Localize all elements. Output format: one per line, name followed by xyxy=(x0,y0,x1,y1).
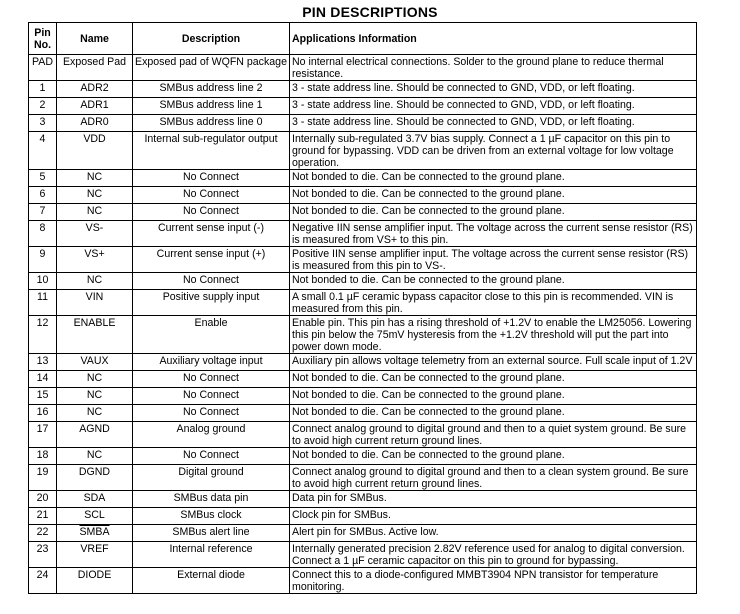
pin-description-cell: No Connect xyxy=(133,187,290,204)
applications-info-cell: Connect this to a diode-configured MMBT3904 NPN transistor for temperature monitoring. xyxy=(290,568,697,594)
header-description: Description xyxy=(133,23,290,55)
table-row xyxy=(29,204,697,221)
pin-number-cell: 16 xyxy=(29,405,57,422)
applications-info-cell: Not bonded to die. Can be connected to the ground plane. xyxy=(290,273,697,290)
table-row xyxy=(29,81,697,98)
pin-number-cell: 22 xyxy=(29,525,57,542)
table-row xyxy=(29,371,697,388)
table-row xyxy=(29,388,697,405)
applications-info-cell: A small 0.1 µF ceramic bypass capacitor close to this pin is recommended. VIN is measured from this pin. xyxy=(290,290,697,316)
pin-name-cell: VS+ xyxy=(57,247,133,273)
table-row xyxy=(29,316,697,354)
pin-name-cell: VIN xyxy=(57,290,133,316)
pin-description-cell: Current sense input (-) xyxy=(133,221,290,247)
pin-description-cell: SMBus address line 0 xyxy=(133,115,290,132)
pin-name-cell: VREF xyxy=(57,542,133,568)
applications-info-cell: Not bonded to die. Can be connected to the ground plane. xyxy=(290,187,697,204)
pin-name-cell: NC xyxy=(57,448,133,465)
pin-description-cell: Internal sub-regulator output xyxy=(133,132,290,170)
table-row xyxy=(29,542,697,568)
table-row xyxy=(29,221,697,247)
pin-number-cell: 5 xyxy=(29,170,57,187)
pin-description-cell: SMBus alert line xyxy=(133,525,290,542)
table-row xyxy=(29,568,697,594)
pin-number-cell: 18 xyxy=(29,448,57,465)
pin-number-cell: 21 xyxy=(29,508,57,525)
table-row xyxy=(29,170,697,187)
applications-info-cell: Negative IIN sense amplifier input. The voltage across the current sense resistor (RS) is measured from VS+ to this pin. xyxy=(290,221,697,247)
header-pin-no: Pin No. xyxy=(29,23,57,55)
pin-number-cell: 15 xyxy=(29,388,57,405)
pin-name-cell: AGND xyxy=(57,422,133,448)
pin-description-cell: No Connect xyxy=(133,388,290,405)
pin-number-cell: 14 xyxy=(29,371,57,388)
pin-number-cell: 9 xyxy=(29,247,57,273)
pin-name-cell: ADR2 xyxy=(57,81,133,98)
header-row xyxy=(29,23,697,55)
applications-info-cell: Positive IIN sense amplifier input. The voltage across the current sense resistor (RS) is measured from this pin to VS-. xyxy=(290,247,697,273)
pin-description-cell: No Connect xyxy=(133,371,290,388)
applications-info-cell: Not bonded to die. Can be connected to the ground plane. xyxy=(290,204,697,221)
pin-number-cell: 11 xyxy=(29,290,57,316)
pin-description-cell: No Connect xyxy=(133,448,290,465)
applications-info-cell: Not bonded to die. Can be connected to the ground plane. xyxy=(290,388,697,405)
pin-description-cell: SMBus address line 1 xyxy=(133,98,290,115)
table-row xyxy=(29,132,697,170)
pin-description-cell: No Connect xyxy=(133,170,290,187)
pin-name-cell: NC xyxy=(57,170,133,187)
applications-info-cell: Clock pin for SMBus. xyxy=(290,508,697,525)
pin-description-cell: External diode xyxy=(133,568,290,594)
pin-description-cell: Analog ground xyxy=(133,422,290,448)
pin-name-cell: VS- xyxy=(57,221,133,247)
applications-info-cell: 3 - state address line. Should be connected to GND, VDD, or left floating. xyxy=(290,98,697,115)
table-row xyxy=(29,448,697,465)
applications-info-cell: Connect analog ground to digital ground and then to a clean system ground. Be sure to avoid high current return ground lines. xyxy=(290,465,697,491)
table-row xyxy=(29,354,697,371)
applications-info-cell: Alert pin for SMBus. Active low. xyxy=(290,525,697,542)
table-row xyxy=(29,525,697,542)
table-row xyxy=(29,405,697,422)
pin-number-cell: 3 xyxy=(29,115,57,132)
pin-name-cell: SDA xyxy=(57,491,133,508)
pin-number-cell: 6 xyxy=(29,187,57,204)
applications-info-cell: Data pin for SMBus. xyxy=(290,491,697,508)
pin-name-cell: VDD xyxy=(57,132,133,170)
applications-info-cell: No internal electrical connections. Solder to the ground plane to reduce thermal resistance. xyxy=(290,55,697,81)
applications-info-cell: Internally generated precision 2.82V reference used for analog to digital conversion. Connect a 1 µF ceramic capacitor on this pin to ground for bypassing. xyxy=(290,542,697,568)
pin-number-cell: 20 xyxy=(29,491,57,508)
pin-description-cell: SMBus address line 2 xyxy=(133,81,290,98)
table-row xyxy=(29,98,697,115)
table-row xyxy=(29,465,697,491)
pin-number-cell: 4 xyxy=(29,132,57,170)
pin-description-cell: No Connect xyxy=(133,204,290,221)
pin-name-cell: Exposed Pad xyxy=(57,55,133,81)
table-row xyxy=(29,508,697,525)
pin-name-cell: DIODE xyxy=(57,568,133,594)
pin-description-cell: Internal reference xyxy=(133,542,290,568)
applications-info-cell: Not bonded to die. Can be connected to the ground plane. xyxy=(290,448,697,465)
pin-description-cell: Current sense input (+) xyxy=(133,247,290,273)
pin-description-cell: SMBus clock xyxy=(133,508,290,525)
pin-number-cell: 23 xyxy=(29,542,57,568)
table-row xyxy=(29,290,697,316)
pin-description-cell: Exposed pad of WQFN package xyxy=(133,55,290,81)
applications-info-cell: 3 - state address line. Should be connected to GND, VDD, or left floating. xyxy=(290,81,697,98)
pin-name-cell: NC xyxy=(57,388,133,405)
pin-name-cell: NC xyxy=(57,405,133,422)
applications-info-cell: Enable pin. This pin has a rising threshold of +1.2V to enable the LM25056. Lowering this pin below the 75mV hysteresis from the +1.2V threshold will put the part into power down mode. xyxy=(290,316,697,354)
applications-info-cell: Auxiliary pin allows voltage telemetry from an external source. Full scale input of 1.2V xyxy=(290,354,697,371)
pin-descriptions-table xyxy=(28,22,697,594)
pin-number-cell: PAD xyxy=(29,55,57,81)
pin-description-cell: Auxiliary voltage input xyxy=(133,354,290,371)
pin-number-cell: 12 xyxy=(29,316,57,354)
pin-name-cell: DGND xyxy=(57,465,133,491)
pin-number-cell: 2 xyxy=(29,98,57,115)
pin-description-cell: Enable xyxy=(133,316,290,354)
table-row xyxy=(29,115,697,132)
applications-info-cell: Connect analog ground to digital ground and then to a quiet system ground. Be sure to avoid high current return ground lines. xyxy=(290,422,697,448)
header-name: Name xyxy=(57,23,133,55)
pin-number-cell: 7 xyxy=(29,204,57,221)
pin-number-cell: 24 xyxy=(29,568,57,594)
pin-description-cell: Digital ground xyxy=(133,465,290,491)
pin-number-cell: 17 xyxy=(29,422,57,448)
pin-description-cell: SMBus data pin xyxy=(133,491,290,508)
applications-info-cell: Not bonded to die. Can be connected to the ground plane. xyxy=(290,170,697,187)
pin-name-cell: SMBA xyxy=(57,525,133,542)
applications-info-cell: Not bonded to die. Can be connected to the ground plane. xyxy=(290,371,697,388)
page-title: PIN DESCRIPTIONS xyxy=(302,4,438,20)
table-row xyxy=(29,273,697,290)
pin-number-cell: 13 xyxy=(29,354,57,371)
pin-name-cell: ADR1 xyxy=(57,98,133,115)
table-row xyxy=(29,55,697,81)
header-applications-information: Applications Information xyxy=(290,23,697,55)
pin-description-cell: No Connect xyxy=(133,405,290,422)
table-row xyxy=(29,187,697,204)
pin-number-cell: 1 xyxy=(29,81,57,98)
applications-info-cell: Internally sub-regulated 3.7V bias supply. Connect a 1 µF capacitor on this pin to ground for bypassing. VDD can be driven from an external voltage for low voltage operation. xyxy=(290,132,697,170)
pin-number-cell: 10 xyxy=(29,273,57,290)
pin-description-cell: No Connect xyxy=(133,273,290,290)
pin-name-cell: ENABLE xyxy=(57,316,133,354)
table-row xyxy=(29,422,697,448)
table-row xyxy=(29,491,697,508)
applications-info-cell: 3 - state address line. Should be connected to GND, VDD, or left floating. xyxy=(290,115,697,132)
pin-name-cell: NC xyxy=(57,187,133,204)
pin-name-cell: NC xyxy=(57,371,133,388)
pin-number-cell: 19 xyxy=(29,465,57,491)
pin-name-cell: VAUX xyxy=(57,354,133,371)
pin-name-cell: ADR0 xyxy=(57,115,133,132)
pin-name-cell: NC xyxy=(57,204,133,221)
pin-name-cell: NC xyxy=(57,273,133,290)
pin-description-cell: Positive supply input xyxy=(133,290,290,316)
table-row xyxy=(29,247,697,273)
pin-number-cell: 8 xyxy=(29,221,57,247)
applications-info-cell: Not bonded to die. Can be connected to the ground plane. xyxy=(290,405,697,422)
pin-name-cell: SCL xyxy=(57,508,133,525)
